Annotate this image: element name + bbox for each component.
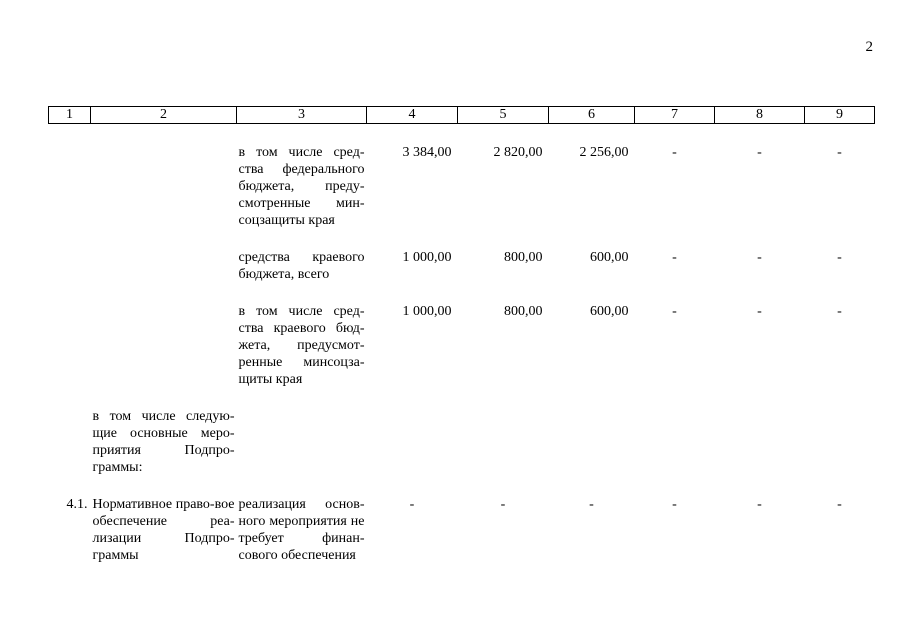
row-number bbox=[49, 249, 91, 283]
value-col-4: 3 384,00 bbox=[402, 145, 452, 160]
value-col-9: - bbox=[837, 304, 842, 319]
value-col-8: - bbox=[757, 250, 762, 265]
table-row bbox=[49, 496, 875, 564]
value-col-7: - bbox=[672, 497, 677, 512]
measure-name: Нормативное право-вое обеспечение реа-лизации Подпро-граммы bbox=[92, 497, 235, 563]
row-number bbox=[49, 408, 91, 476]
value-col-9: - bbox=[837, 497, 842, 512]
value-col-7: - bbox=[672, 250, 677, 265]
measure-name: в том числе следую-щие основные меро-приятия Подпро-граммы: bbox=[92, 409, 235, 475]
header-col-4: 4 bbox=[367, 107, 458, 124]
value-col-4: 1 000,00 bbox=[402, 250, 452, 265]
measure-name bbox=[91, 144, 237, 229]
header-col-3: 3 bbox=[237, 107, 367, 124]
header-col-7: 7 bbox=[635, 107, 715, 124]
value-col-4: - bbox=[409, 497, 415, 512]
funding-source: в том числе сред-ства краевого бюд-жета, предусмот-ренные минсоцза-щиты края bbox=[238, 304, 365, 387]
budget-table bbox=[48, 106, 875, 564]
row-number: 4.1. bbox=[66, 497, 88, 512]
funding-source bbox=[237, 408, 367, 476]
table-row bbox=[49, 144, 875, 229]
value-col-6: 600,00 bbox=[590, 304, 629, 319]
value-col-4: 1 000,00 bbox=[402, 304, 452, 319]
value-col-5: 2 820,00 bbox=[493, 145, 543, 160]
value-col-7 bbox=[635, 408, 715, 476]
value-col-9: - bbox=[837, 250, 842, 265]
measure-name bbox=[91, 249, 237, 283]
value-col-8 bbox=[715, 408, 805, 476]
value-col-6: 2 256,00 bbox=[579, 145, 629, 160]
column-number-header bbox=[49, 107, 875, 124]
value-col-8: - bbox=[757, 145, 762, 160]
value-col-6: - bbox=[589, 497, 594, 512]
funding-source: реализация основ-ного мероприятия не требует финан-сового обеспечения bbox=[238, 497, 365, 563]
header-col-1: 1 bbox=[49, 107, 91, 124]
funding-source: средства краевого бюджета, всего bbox=[238, 250, 365, 282]
row-number bbox=[49, 144, 91, 229]
table-row bbox=[49, 408, 875, 476]
value-col-5: 800,00 bbox=[504, 304, 543, 319]
header-col-8: 8 bbox=[715, 107, 805, 124]
value-col-5: - bbox=[500, 497, 506, 512]
header-col-5: 5 bbox=[458, 107, 549, 124]
header-col-6: 6 bbox=[549, 107, 635, 124]
funding-source: в том числе сред-ства федерального бюджета, преду-смотренные мин-соцзащиты края bbox=[238, 145, 365, 228]
value-col-9: - bbox=[837, 145, 842, 160]
value-col-6 bbox=[549, 408, 635, 476]
value-col-6: 600,00 bbox=[590, 250, 629, 265]
table-row bbox=[49, 249, 875, 283]
value-col-8: - bbox=[757, 304, 762, 319]
value-col-8: - bbox=[757, 497, 762, 512]
value-col-4 bbox=[367, 408, 458, 476]
value-col-5: 800,00 bbox=[504, 250, 543, 265]
value-col-5 bbox=[458, 408, 549, 476]
header-col-9: 9 bbox=[805, 107, 875, 124]
measure-name bbox=[91, 303, 237, 388]
table-row bbox=[49, 303, 875, 388]
page-number: 2 bbox=[865, 39, 873, 55]
value-col-7: - bbox=[672, 304, 677, 319]
value-col-7: - bbox=[672, 145, 677, 160]
row-number bbox=[49, 303, 91, 388]
header-col-2: 2 bbox=[91, 107, 237, 124]
value-col-9 bbox=[805, 408, 875, 476]
